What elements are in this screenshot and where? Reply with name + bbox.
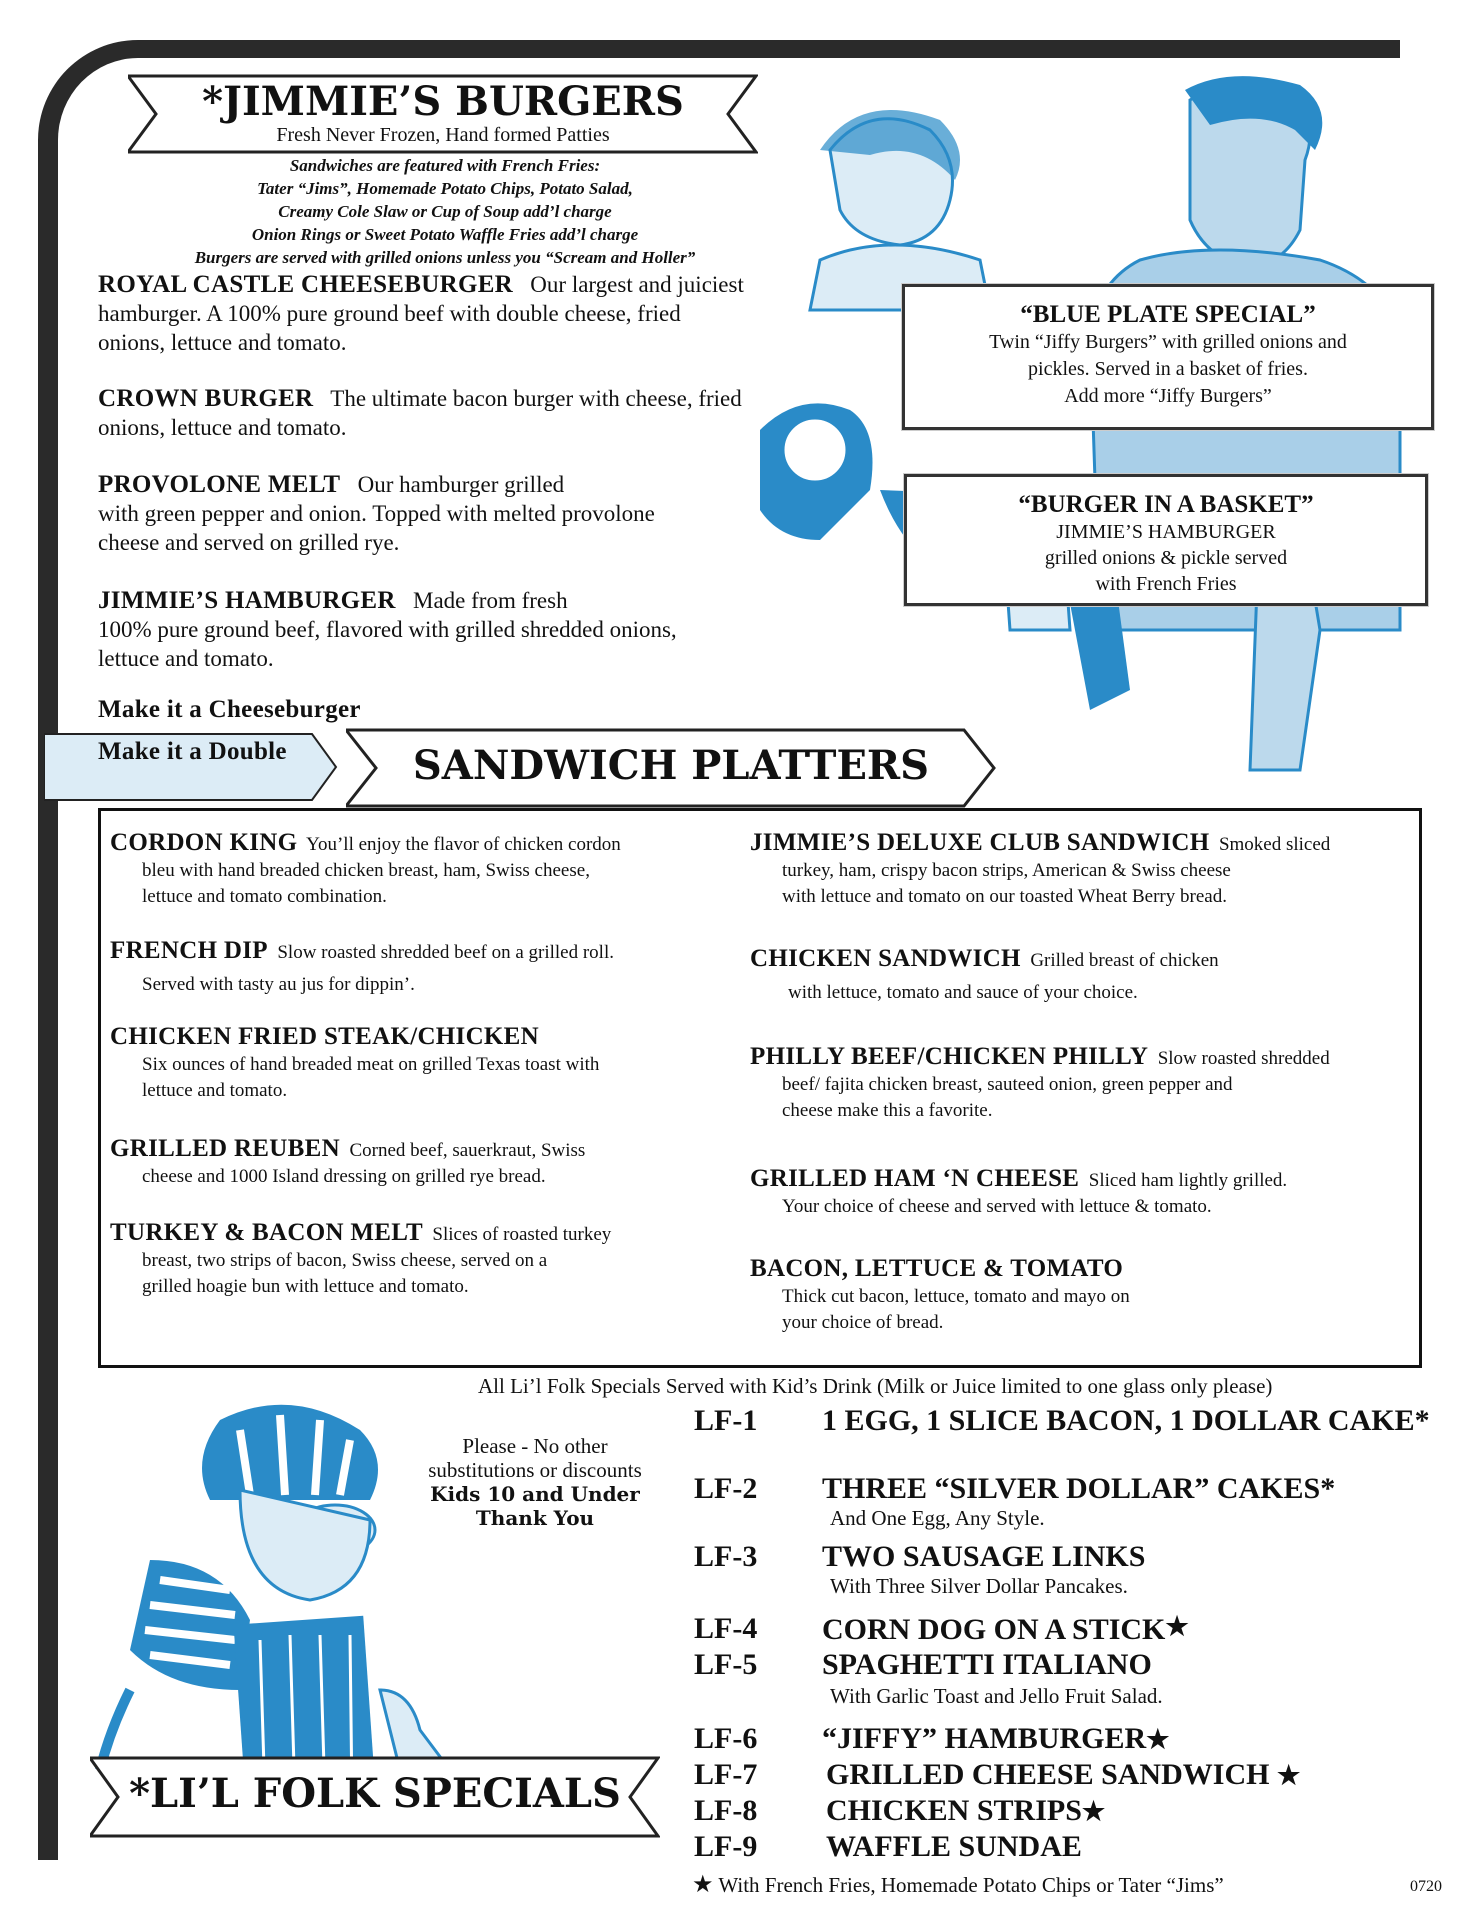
note-line: Tater “Jims”, Homemade Potato Chips, Potato Salad, [257, 179, 633, 198]
star-icon: ★ [692, 1872, 714, 1898]
platter-desc: turkey, ham, crispy bacon strips, American & Swiss cheese [782, 860, 1231, 881]
platter-desc: beef/ fajita chicken breast, sauteed onion, green pepper and [782, 1074, 1233, 1095]
burger-desc: hamburger. A 100% pure ground beef with double cheese, fried [98, 301, 681, 326]
lf-name [822, 1612, 1189, 1647]
footer-text: With French Fries, Homemade Potato Chips or Tater “Jims” [718, 1873, 1224, 1897]
burger-desc: The ultimate bacon burger with cheese, fried [330, 386, 742, 411]
platter-item [110, 1024, 730, 1104]
burger-item [98, 470, 838, 557]
platter-name: CHICKEN SANDWICH [750, 945, 1021, 972]
page-frame-top [148, 40, 1400, 58]
platter-desc: Your choice of cheese and served with lettuce & tomato. [782, 1196, 1212, 1217]
platter-desc: Corned beef, sauerkraut, Swiss [349, 1140, 586, 1161]
lf-name [826, 1794, 1105, 1828]
burger-name: ROYAL CASTLE CHEESEBURGER [98, 271, 514, 298]
menu-code: 0720 [1410, 1878, 1442, 1895]
platter-item [750, 1044, 1410, 1124]
lf-code: LF-9 [694, 1830, 758, 1863]
platter-name: GRILLED REUBEN [110, 1135, 340, 1162]
lf-item [694, 1472, 1434, 1508]
burger-notes [100, 154, 790, 269]
lf-code: LF-1 [694, 1404, 758, 1437]
platter-desc: bleu with hand breaded chicken breast, ham, Swiss cheese, [142, 860, 590, 881]
burgers-subtitle: Fresh Never Frozen, Hand formed Patties [276, 124, 610, 146]
platter-name: FRENCH DIP [110, 937, 268, 964]
platter-desc: lettuce and tomato. [142, 1080, 288, 1101]
lil-folk-footer [692, 1870, 1224, 1899]
lil-folk-title: *LI’L FOLK SPECIALS [129, 1770, 621, 1817]
platters-title: SANDWICH PLATTERS [412, 742, 930, 789]
platters-banner [346, 728, 996, 808]
platter-name: CORDON KING [110, 829, 298, 856]
page-frame-left [38, 148, 58, 1860]
platter-desc: lettuce and tomato combination. [142, 886, 387, 907]
lf-code: LF-8 [694, 1794, 758, 1827]
lf-code: LF-7 [694, 1758, 758, 1791]
lf-name: WAFFLE SUNDAE [826, 1830, 1082, 1863]
double-option-tab [44, 732, 338, 802]
platter-desc: Smoked sliced [1218, 834, 1331, 855]
lf-name-text: CHICKEN STRIPS [826, 1794, 1082, 1827]
cheese-option: Make it a Cheeseburger [98, 696, 361, 723]
burger-name: PROVOLONE MELT [98, 471, 341, 498]
platter-desc: Slices of roasted turkey [432, 1224, 612, 1245]
burger-desc: onions, lettuce and tomato. [98, 415, 347, 440]
burger-desc: Our hamburger grilled [357, 472, 565, 497]
lf-name: SPAGHETTI ITALIANO [822, 1648, 1152, 1681]
policy-line: Please - No other [462, 1434, 608, 1458]
burger-name: CROWN BURGER [98, 385, 314, 412]
platter-desc: Sliced ham lightly grilled. [1088, 1170, 1288, 1191]
platter-name: TURKEY & BACON MELT [110, 1219, 423, 1246]
lf-note: With Three Silver Dollar Pancakes. [830, 1574, 1128, 1598]
lf-code: LF-2 [694, 1472, 758, 1505]
platter-desc: breast, two strips of bacon, Swiss cheese, served on a [142, 1250, 548, 1271]
burger-in-basket [904, 474, 1428, 606]
basket-title: “BURGER IN A BASKET” [1018, 491, 1314, 518]
platter-name: PHILLY BEEF/CHICKEN PHILLY [750, 1043, 1149, 1070]
policy-line: substitutions or discounts [428, 1458, 642, 1482]
lf-name [826, 1758, 1300, 1792]
lf-name: THREE “SILVER DOLLAR” CAKES* [822, 1472, 1336, 1505]
platter-name: CHICKEN FRIED STEAK/CHICKEN [110, 1023, 539, 1050]
couple-illustration [760, 70, 1420, 790]
star-icon: ★ [1081, 1797, 1106, 1826]
platter-desc: grilled hoagie bun with lettuce and tomato. [142, 1276, 469, 1297]
lf-item [694, 1404, 1434, 1440]
burgers-banner [128, 74, 758, 154]
platter-item [110, 1136, 730, 1190]
platter-item [750, 1256, 1410, 1336]
policy-note [410, 1434, 660, 1530]
blue-plate-title: “BLUE PLATE SPECIAL” [1020, 301, 1316, 328]
burger-desc: cheese and served on grilled rye. [98, 530, 400, 555]
lf-item [694, 1722, 1434, 1758]
burger-desc: onions, lettuce and tomato. [98, 330, 347, 355]
lf-name [822, 1722, 1169, 1756]
basket-line: grilled onions & pickle served [1044, 547, 1288, 569]
lil-folk-note: All Li’l Folk Specials Served with Kid’s Drink (Milk or Juice limited to one glass only please) [478, 1374, 1273, 1398]
lf-name-text: CORN DOG ON A STICK [822, 1613, 1166, 1646]
platter-item [750, 946, 1410, 1006]
platter-item [750, 830, 1410, 910]
burger-name: JIMMIE’S HAMBURGER [98, 587, 396, 614]
burger-desc: with green pepper and onion. Topped with melted provolone [98, 501, 655, 526]
star-icon: ★ [1165, 1612, 1189, 1641]
lf-code: LF-5 [694, 1648, 758, 1681]
platter-desc: with lettuce, tomato and sauce of your choice. [788, 982, 1138, 1003]
burger-desc: lettuce and tomato. [98, 646, 274, 671]
lf-name: TWO SAUSAGE LINKS [822, 1540, 1146, 1573]
star-icon: ★ [1276, 1761, 1301, 1790]
burger-item [98, 270, 838, 357]
policy-line: Thank You [475, 1506, 595, 1530]
platter-item [110, 938, 730, 998]
platter-desc: Six ounces of hand breaded meat on grilled Texas toast with [142, 1054, 600, 1075]
double-option: Make it a Double [98, 738, 287, 765]
blue-plate-line: pickles. Served in a basket of fries. [1028, 358, 1308, 380]
basket-line: with French Fries [1095, 573, 1237, 595]
platter-item [750, 1166, 1410, 1220]
platter-desc: your choice of bread. [782, 1312, 944, 1333]
platter-desc: with lettuce and tomato on our toasted Wheat Berry bread. [782, 886, 1227, 907]
lf-code: LF-3 [694, 1540, 758, 1573]
burger-desc: Our largest and juiciest [530, 272, 744, 297]
platter-desc: Thick cut bacon, lettuce, tomato and mayo on [782, 1286, 1130, 1307]
note-line: Onion Rings or Sweet Potato Waffle Fries add’l charge [251, 225, 639, 244]
blue-plate-special [902, 284, 1434, 430]
lf-code: LF-6 [694, 1722, 758, 1755]
platter-desc: Grilled breast of chicken [1030, 950, 1219, 971]
platter-desc: Slow roasted shredded [1157, 1048, 1330, 1069]
note-line: Sandwiches are featured with French Fries: [289, 156, 601, 175]
lf-note: And One Egg, Any Style. [830, 1506, 1045, 1530]
star-icon: ★ [1146, 1725, 1170, 1754]
platter-desc: Served with tasty au jus for dippin’. [142, 974, 415, 995]
platter-desc: You’ll enjoy the flavor of chicken cordon [306, 834, 621, 855]
platter-desc: cheese and 1000 Island dressing on grilled rye bread. [142, 1166, 546, 1187]
lf-item [694, 1758, 1434, 1794]
lf-code: LF-4 [694, 1612, 758, 1645]
burger-item [98, 586, 838, 673]
policy-line: Kids 10 and Under [430, 1482, 640, 1506]
lf-item [694, 1540, 1434, 1576]
platter-name: BACON, LETTUCE & TOMATO [750, 1255, 1124, 1282]
platter-item [110, 830, 730, 910]
lf-note: With Garlic Toast and Jello Fruit Salad. [830, 1684, 1163, 1708]
platter-desc: cheese make this a favorite. [782, 1100, 993, 1121]
burgers-title: *JIMMIE’S BURGERS [202, 78, 684, 125]
blue-plate-line: Twin “Jiffy Burgers” with grilled onions and [989, 331, 1347, 353]
platter-name: JIMMIE’S DELUXE CLUB SANDWICH [750, 829, 1210, 856]
note-line: Burgers are served with grilled onions unless you “Scream and Holler” [194, 248, 696, 267]
platter-desc: Slow roasted shredded beef on a grilled roll. [277, 942, 614, 963]
lf-item [694, 1648, 1434, 1684]
lf-item [694, 1830, 1434, 1866]
blue-plate-line: Add more “Jiffy Burgers” [1064, 385, 1272, 407]
lf-name-text: “JIFFY” HAMBURGER [822, 1722, 1147, 1755]
burger-desc: Made from fresh [413, 588, 568, 613]
lf-item [694, 1794, 1434, 1830]
basket-line: JIMMIE’S HAMBURGER [1056, 521, 1276, 543]
lil-folk-banner [90, 1756, 660, 1838]
platter-item [110, 1220, 730, 1300]
note-line: Creamy Cole Slaw or Cup of Soup add’l charge [278, 202, 612, 221]
lf-name-text: GRILLED CHEESE SANDWICH [826, 1758, 1270, 1791]
lf-name: 1 EGG, 1 SLICE BACON, 1 DOLLAR CAKE* [822, 1404, 1430, 1437]
burger-desc: 100% pure ground beef, flavored with grilled shredded onions, [98, 617, 677, 642]
lf-item [694, 1612, 1434, 1648]
burger-item [98, 384, 838, 442]
platter-name: GRILLED HAM ‘N CHEESE [750, 1165, 1080, 1192]
